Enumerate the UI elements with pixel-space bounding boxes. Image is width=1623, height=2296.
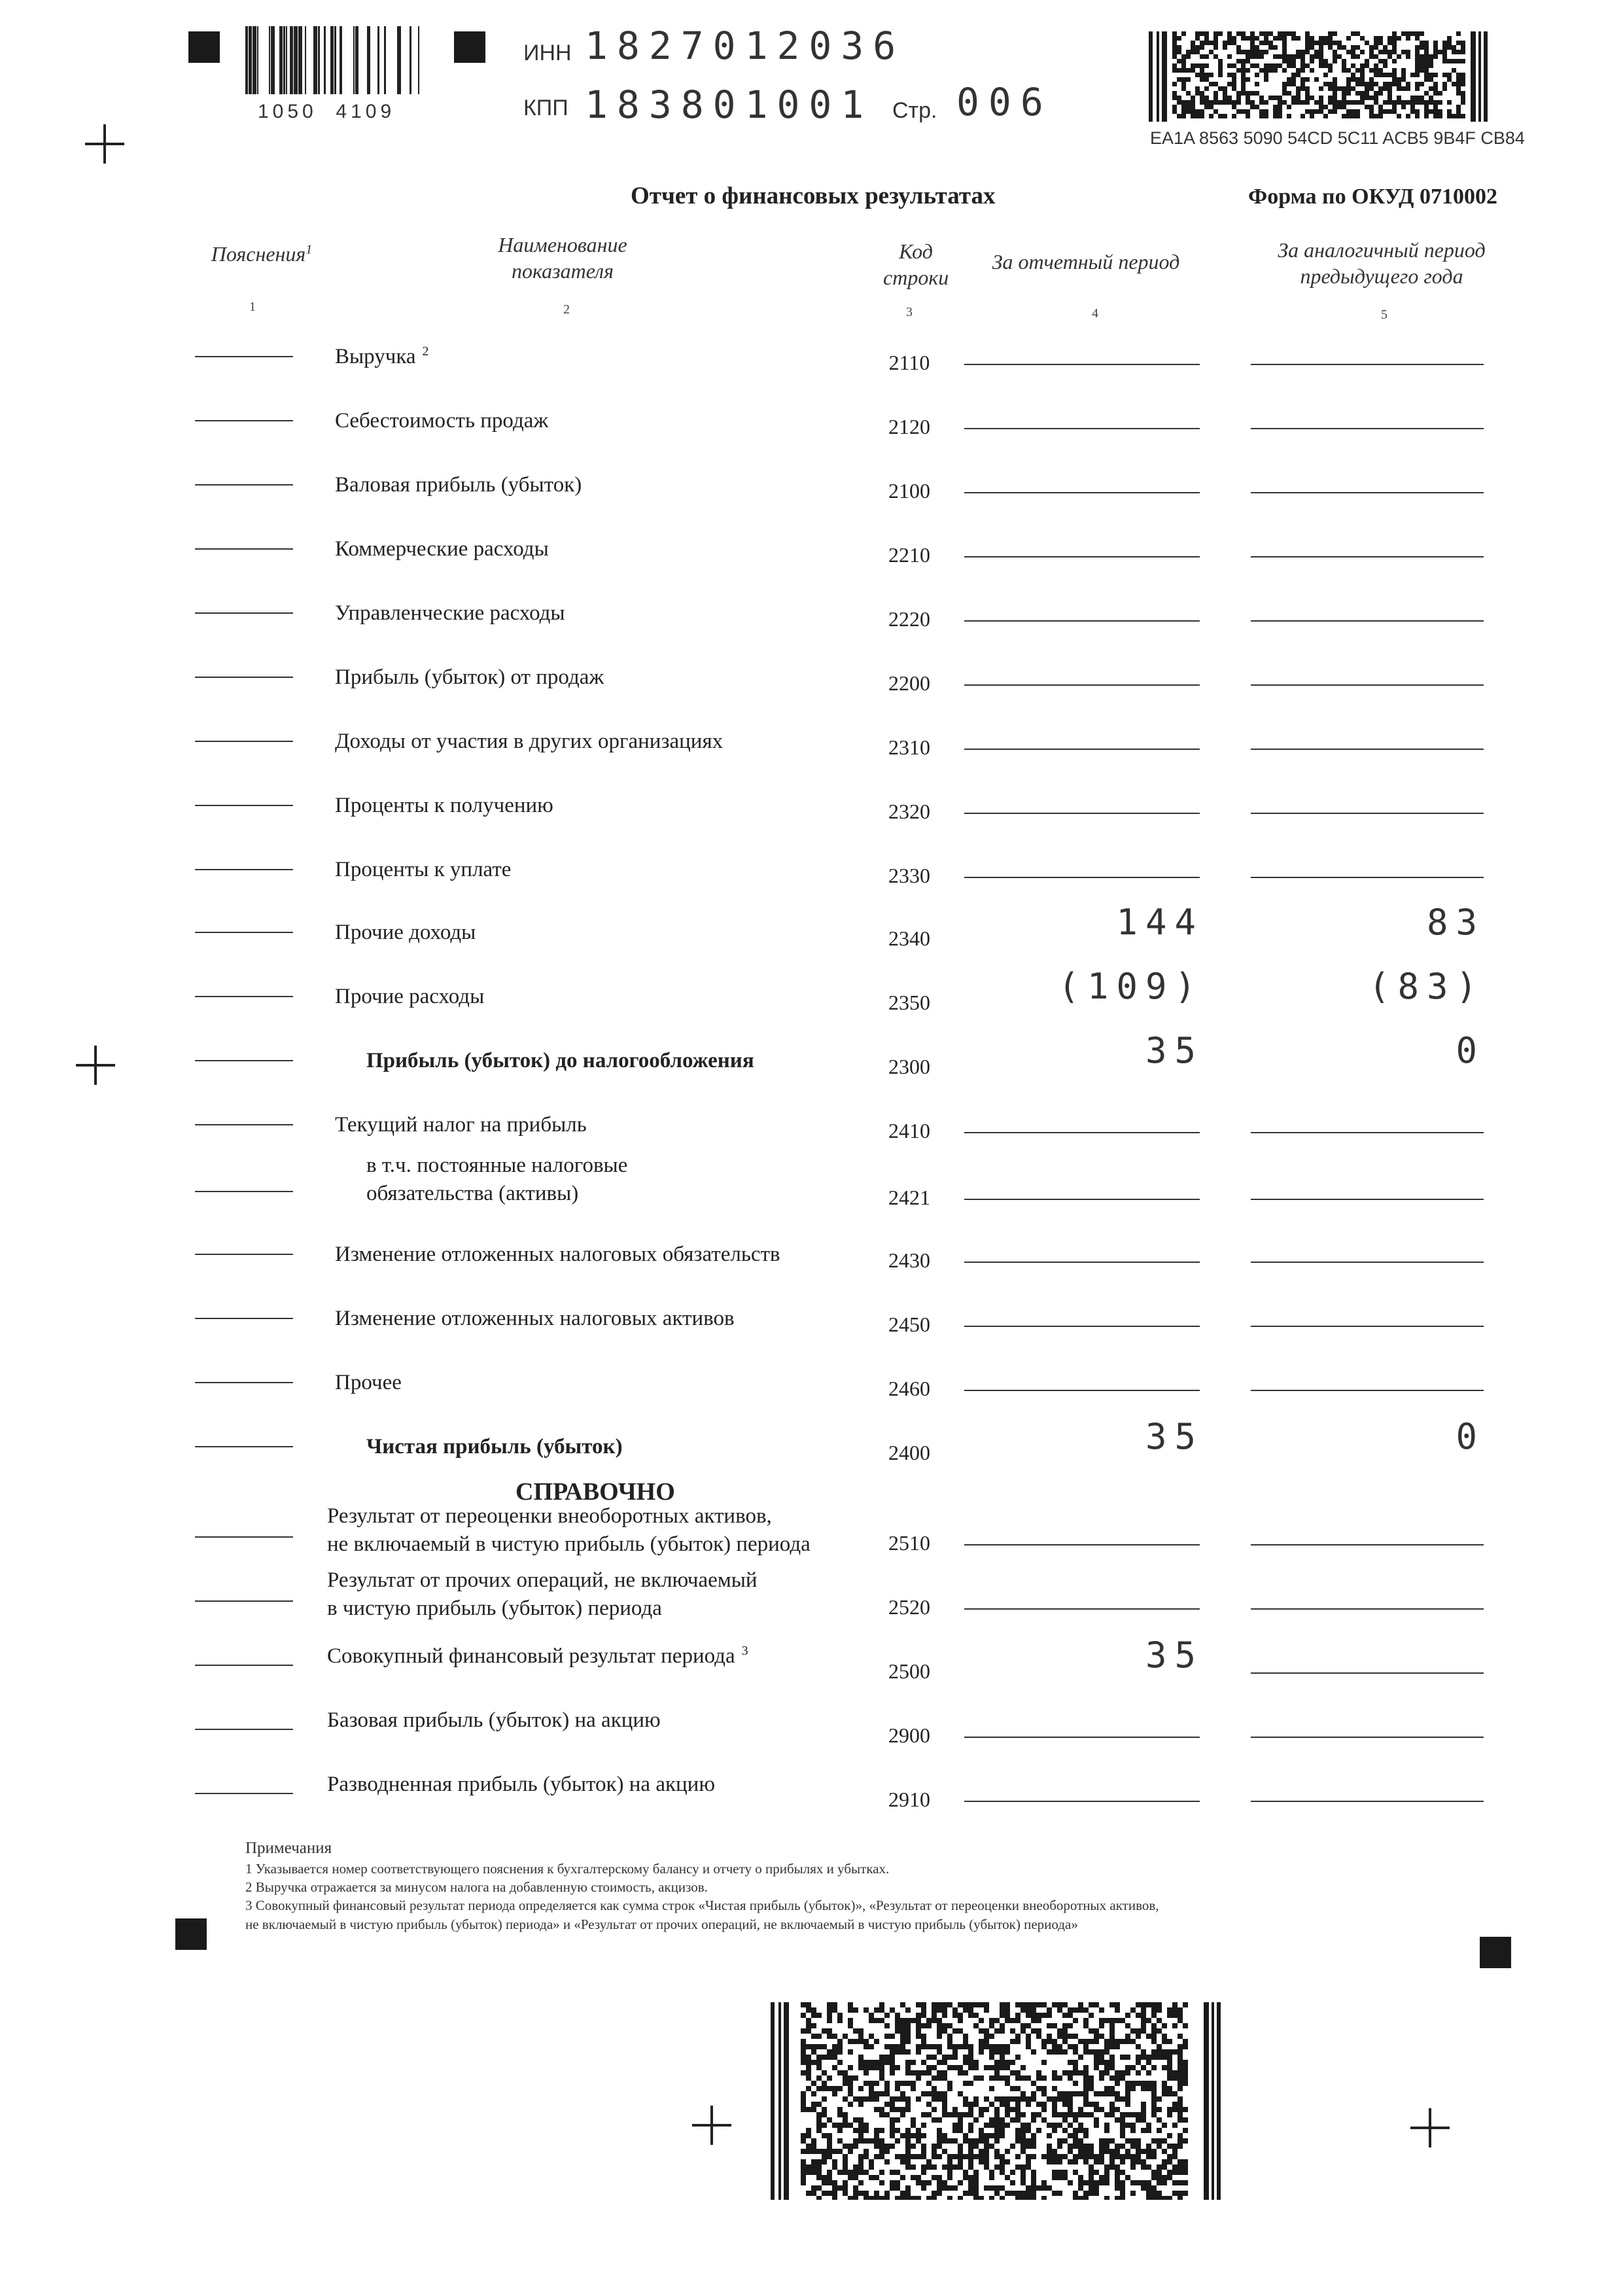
notes-dash (195, 1191, 293, 1192)
column-number-4: 4 (1092, 306, 1098, 321)
blank-previous-period (1251, 1262, 1484, 1263)
note-line-4: не включаемый в чистую прибыль (убыток) периода» и «Результат от прочих операций, не включаемый в чистую прибыль (убыток) периода» (245, 1916, 1078, 1932)
blank-previous-period (1251, 1737, 1484, 1738)
table-row (0, 1768, 1623, 1820)
column-number-5: 5 (1381, 308, 1387, 322)
column-header-notes: Пояснения$^1$ (211, 242, 313, 266)
reference-heading: СПРАВОЧНО (515, 1478, 675, 1506)
crosshair-bottom-mid-icon (692, 2106, 731, 2145)
note-line-3: 3 Совокупный финансовый результат периода определяется как сумма строк «Чистая прибыль (убыток)», «Результат от переоценки внеоборотных активов, (245, 1898, 1159, 1914)
blank-current-period (964, 1737, 1200, 1738)
table-row (0, 966, 1623, 1033)
column-number-1: 1 (249, 300, 256, 314)
row-code: 2510 (888, 1531, 930, 1555)
blank-previous-period (1251, 684, 1484, 686)
table-row (0, 1704, 1623, 1756)
value-current-period: 35 (1145, 1416, 1204, 1457)
footnote-marker: 3 (741, 1644, 748, 1658)
kpp-value: 183801001 (585, 82, 873, 127)
notes-dash (195, 1254, 293, 1255)
row-label-text: Прибыль (убыток) от продаж (335, 665, 604, 689)
registration-marker-top-left (188, 31, 220, 63)
row-label-text: Себестоимость продаж (335, 409, 549, 433)
row-code: 2460 (888, 1377, 930, 1400)
row-label-text: Чистая прибыль (убыток) (366, 1435, 623, 1458)
matrix-code-bottom (771, 2002, 1222, 2200)
row-code: 2430 (888, 1248, 930, 1272)
column-header-current-period: За отчетный период (992, 250, 1180, 274)
row-label-text: Базовая прибыль (убыток) на акцию (327, 1708, 661, 1732)
table-row (0, 902, 1623, 968)
value-previous-period: 83 (1426, 902, 1485, 943)
blank-previous-period (1251, 556, 1484, 557)
row-code: 2100 (888, 479, 930, 503)
notes-heading: Примечания (245, 1839, 332, 1857)
row-code: 2900 (888, 1723, 930, 1747)
row-label (327, 1502, 811, 1559)
blank-previous-period (1251, 1801, 1484, 1802)
row-label (327, 1771, 715, 1799)
row-code: 2110 (888, 351, 930, 374)
note-line-2: 2 Выручка отражается за минусом налога на добавленную стоимость, акцизов. (245, 1879, 708, 1896)
row-code: 2410 (888, 1119, 930, 1142)
kpp-label: КПП (523, 96, 568, 120)
table-row (0, 1366, 1623, 1419)
blank-current-period (964, 620, 1200, 622)
notes-dash (195, 1446, 293, 1447)
row-label-text: Выручка (335, 345, 416, 368)
notes-dash (195, 1600, 293, 1602)
table-row (0, 1504, 1623, 1564)
blank-previous-period (1251, 1608, 1484, 1610)
matrix-code-top (1149, 31, 1489, 122)
table-row (0, 1108, 1623, 1161)
value-current-period: 35 (1145, 1634, 1204, 1676)
blank-current-period (964, 556, 1200, 557)
notes-dash (195, 1793, 293, 1794)
value-current-period: (109) (1058, 966, 1204, 1007)
blank-previous-period (1251, 1326, 1484, 1327)
row-label-text: Результат от прочих операций, не включаемый (327, 1568, 758, 1592)
row-label-text: Доходы от участия в других организациях (335, 730, 724, 753)
notes-dash (195, 677, 293, 678)
row-label (335, 983, 484, 1011)
notes-dash (195, 484, 293, 486)
notes-dash (195, 1318, 293, 1319)
blank-current-period (964, 1544, 1200, 1545)
row-label (366, 1152, 627, 1208)
blank-current-period (964, 428, 1200, 429)
row-label (327, 1706, 661, 1735)
table-row (0, 1238, 1623, 1290)
registration-marker-bottom-left (175, 1918, 207, 1950)
row-label (335, 1111, 587, 1139)
blank-current-period (964, 1390, 1200, 1391)
blank-previous-period (1251, 428, 1484, 429)
registration-marker-top-mid (454, 31, 485, 63)
row-label (335, 856, 511, 884)
notes-dash (195, 805, 293, 806)
value-previous-period: 0 (1456, 1030, 1485, 1071)
blank-previous-period (1251, 1132, 1484, 1133)
row-code: 2340 (888, 927, 930, 950)
row-label (327, 1642, 748, 1670)
blank-current-period (964, 364, 1200, 365)
row-label-text-line2: в чистую прибыль (убыток) периода (327, 1596, 662, 1620)
blank-current-period (964, 877, 1200, 878)
row-label-text: Разводненная прибыль (убыток) на акцию (327, 1773, 715, 1796)
row-label-text: Прибыль (убыток) до налогообложения (366, 1049, 754, 1072)
linear-barcode (242, 26, 425, 98)
value-current-period: 144 (1116, 902, 1204, 943)
row-label-text: Изменение отложенных налоговых обязательств (335, 1243, 780, 1266)
table-row (0, 1030, 1623, 1097)
notes-dash (195, 612, 293, 614)
notes-dash (195, 420, 293, 421)
notes-dash (195, 1124, 293, 1125)
row-label (335, 343, 429, 371)
column-number-3: 3 (906, 305, 913, 319)
row-label (366, 1047, 754, 1075)
table-row (0, 1302, 1623, 1354)
row-label-text: в т.ч. постоянные налоговые (366, 1154, 628, 1177)
blank-previous-period (1251, 813, 1484, 814)
blank-previous-period (1251, 877, 1484, 878)
row-label (335, 728, 723, 756)
blank-previous-period (1251, 364, 1484, 365)
row-label (335, 471, 582, 499)
row-label (335, 535, 549, 563)
row-label-text: Прочее (335, 1371, 402, 1394)
page-value: 006 (956, 80, 1053, 124)
blank-previous-period (1251, 620, 1484, 622)
row-code: 2300 (888, 1055, 930, 1078)
row-label-text: Прочие доходы (335, 921, 476, 944)
table-row (0, 1416, 1623, 1483)
blank-current-period (964, 1326, 1200, 1327)
row-label-text: Коммерческие расходы (335, 537, 549, 561)
barcode-number: 1050 4109 (258, 101, 396, 122)
notes-dash (195, 356, 293, 357)
row-code: 2910 (888, 1788, 930, 1811)
notes-dash (195, 1536, 293, 1538)
row-code: 2500 (888, 1659, 930, 1683)
blank-previous-period (1251, 1672, 1484, 1674)
column-header-code: Код строки (883, 239, 949, 289)
row-label (335, 1305, 735, 1333)
registration-marker-bottom-right (1480, 1937, 1511, 1968)
table-row (0, 789, 1623, 841)
row-code: 2450 (888, 1313, 930, 1336)
blank-current-period (964, 1199, 1200, 1200)
row-label-text: Проценты к уплате (335, 858, 512, 881)
table-row (0, 1568, 1623, 1628)
blank-current-period (964, 749, 1200, 750)
document-code-line: EA1A 8563 5090 54CD 5C11 ACB5 9B4F CB84 (1150, 128, 1525, 148)
value-previous-period: (83) (1368, 966, 1485, 1007)
blank-current-period (964, 684, 1200, 686)
blank-previous-period (1251, 1199, 1484, 1200)
notes-dash (195, 1729, 293, 1730)
row-code: 2421 (888, 1186, 930, 1209)
row-label-text: Изменение отложенных налоговых активов (335, 1307, 735, 1330)
row-label-text: Валовая прибыль (убыток) (335, 473, 582, 497)
row-label (335, 1369, 402, 1397)
value-previous-period: 0 (1456, 1416, 1485, 1457)
blank-previous-period (1251, 1544, 1484, 1545)
row-code: 2330 (888, 864, 930, 887)
column-number-2: 2 (563, 302, 570, 317)
blank-current-period (964, 1262, 1200, 1263)
table-row (0, 725, 1623, 777)
row-label-text: Результат от переоценки внеоборотных активов, (327, 1504, 772, 1528)
table-row (0, 340, 1623, 393)
form-code: Форма по ОКУД 0710002 (1248, 185, 1497, 209)
notes-dash (195, 996, 293, 997)
blank-previous-period (1251, 492, 1484, 493)
inn-value: 1827012036 (585, 24, 905, 68)
crosshair-top-left-icon (85, 124, 124, 164)
row-label (335, 663, 604, 692)
page-title: Отчет о финансовых результатах (631, 183, 996, 209)
blank-current-period (964, 813, 1200, 814)
blank-current-period (964, 1608, 1200, 1610)
blank-previous-period (1251, 749, 1484, 750)
row-label (366, 1433, 623, 1461)
table-row (0, 661, 1623, 713)
blank-current-period (964, 1132, 1200, 1133)
row-code: 2120 (888, 415, 930, 438)
row-code: 2200 (888, 671, 930, 695)
row-code: 2400 (888, 1441, 930, 1464)
blank-current-period (964, 492, 1200, 493)
table-row (0, 404, 1623, 457)
row-code: 2350 (888, 991, 930, 1014)
notes-dash (195, 869, 293, 870)
row-code: 2520 (888, 1595, 930, 1619)
table-row (0, 597, 1623, 649)
crosshair-bottom-right-icon (1410, 2108, 1450, 2147)
row-label (335, 407, 548, 435)
row-label-text: Совокупный финансовый результат периода (327, 1644, 735, 1668)
row-code: 2210 (888, 543, 930, 567)
notes-dash (195, 1382, 293, 1383)
blank-previous-period (1251, 1390, 1484, 1391)
table-row (0, 853, 1623, 906)
column-header-name: Наименование показателя (498, 233, 627, 283)
note-line-1: 1 Указывается номер соответствующего пояснения к бухгалтерскому балансу и отчету о прибылях и убытках. (245, 1860, 890, 1877)
notes-dash (195, 741, 293, 742)
row-label (335, 919, 476, 947)
table-row (0, 468, 1623, 521)
row-code: 2220 (888, 607, 930, 631)
row-label-text-line2: не включаемый в чистую прибыль (убыток) периода (327, 1532, 811, 1556)
row-label-text: Текущий налог на прибыль (335, 1113, 587, 1137)
value-current-period: 35 (1145, 1030, 1204, 1071)
footnote-marker: 2 (422, 344, 429, 359)
row-label-text: Прочие расходы (335, 985, 485, 1008)
inn-label: ИНН (523, 41, 572, 65)
row-code: 2320 (888, 800, 930, 823)
blank-current-period (964, 1801, 1200, 1802)
notes-dash (195, 1665, 293, 1666)
page-label: Стр. (892, 98, 937, 123)
row-label-text: Управленческие расходы (335, 601, 565, 625)
row-label-text-line2: обязательства (активы) (366, 1181, 579, 1205)
row-label (335, 1241, 780, 1269)
row-label (335, 599, 565, 627)
table-row (0, 533, 1623, 585)
row-label (327, 1566, 758, 1623)
notes-block (245, 1837, 1159, 1934)
table-row (0, 1634, 1623, 1692)
table-row (0, 1154, 1623, 1213)
notes-dash (195, 932, 293, 933)
row-label-text: Проценты к получению (335, 794, 553, 817)
row-label (335, 792, 553, 820)
notes-dash (195, 1060, 293, 1061)
row-code: 2310 (888, 735, 930, 759)
notes-dash (195, 548, 293, 550)
column-header-previous-period: За аналогичный период предыдущего года (1278, 238, 1486, 288)
